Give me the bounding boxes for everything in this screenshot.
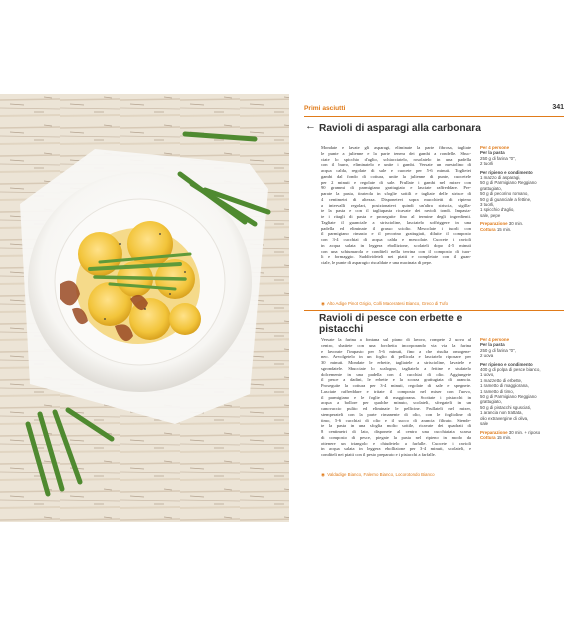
text-line: ottenere un triangolo e chiudetelo a farfalle. Cuocete i ravioli [321,440,471,446]
text-line: Versate la farina a fontana sul piano di lavoro, rompete 2 uova al [321,337,471,342]
text-line: acqua a bollore per qualche minuto, scolateli, sfregateli in un [321,400,471,406]
page-number: 341 [552,104,564,111]
wine-text: Alto Adige Pinot Grigio, Colli Maceratesi Bianco, Greco di Tufo [327,301,449,306]
text-line: padella ed eliminate il grasso sciolto. Mescolate i tuorli con [321,225,471,231]
text-line: il pesce a dadini, le erbette e la scorza grattugiata di arancia. [321,377,471,383]
recipe-body [321,145,471,266]
text-line: parate la pasta, tirateola in sfoglie sottili e tagliate delle strisce di [321,191,471,196]
section-rule [304,310,564,311]
text-line: in acqua salata in leggera ebollizione, scolateli dopo 4-5 minuti [321,242,471,248]
time-value: 30 min. + riposo [508,429,541,435]
food-photo [0,94,289,522]
recipe-title: Ravioli di asparagi alla carbonara [319,123,481,134]
text-line: Mondate e lavate gli asparagi, eliminate la parte fibrosa, tagliate [321,145,471,150]
text-line: 30 minuti. Mondate le erbette, tagliatele a striscioline, lavatele e [321,360,471,365]
ingredient-group: Per ripieno e condimento [480,361,533,367]
ingredient: grattugiato, [480,399,502,405]
text-line: Proseguite la cottura per 3-4 minuti, regolate di sale e spegnete. [321,383,471,388]
text-line: per 2 minuti e regolate di sale. Frullate i gambi nel mixer con [321,179,471,185]
text-line: con 3-4 cucchiai di acqua calda e mescolate. Cuocete i ravioli [321,237,471,242]
ingredient: 1 uovo, [480,372,495,378]
ingredient: 1 mazzo di asparagi, [480,175,521,181]
ingredient: 50 g di pecorino romano, [480,191,529,197]
ingredient: 50 g di pistacchi sgusciati, [480,404,532,410]
ingredient: olio extravergine di oliva, [480,415,529,421]
arrow-left-icon: ← [305,120,316,132]
ingredient: 250 g di farina "0", [480,155,516,161]
time-value: 30 min. [508,221,524,227]
text-line: Tagliate il guanciale a striscioline, lasciatelo soffriggere in una [321,219,471,225]
ingredient: 50 g di Parmigiano Reggiano [480,180,537,186]
ingredient: 1 arancia non trattata, [480,410,523,416]
text-line: acqua calda, regolate di sale e cuocete per 5-6 minuti. Toglietei [321,168,471,173]
servings: Per 4 persone [480,337,510,342]
section-title: Primi asciutti [304,105,346,112]
ingredient: sale, pepe [480,212,501,218]
top-rule [304,116,564,117]
ingredients [480,337,570,440]
text-line: in acqua salata in leggera ebollizione per 3-4 minuti, scolateli, e [321,446,471,452]
text-line: neo. Avvolgetelo in un foglio di pellicola e lasciatelo riposare per [321,354,471,360]
time-label: Preparazione [480,429,509,435]
time-label: Preparazione [480,221,509,227]
servings: Per 4 persone [480,145,510,150]
time-value: 15 min. [496,226,512,232]
wine-text: Valdadige Bianco, Falerno Bianco, Locorotondo Bianco [327,472,435,477]
text-line: conditeli nei piatti con il pesto preparato e i pistacchi a farfalle. [321,452,436,457]
text-line: timo, 5-6 cucchiai di olio e il succo di arancia filtrato. Stende- [321,417,471,423]
time-info [480,435,570,440]
time-label: Cottura [480,226,497,232]
ingredient: sale [480,421,489,427]
ingredient: grattugiato, [480,185,502,191]
text-line: e lavorate l'impasto per 5-6 minuti, fino a che risulta omogene- [321,348,471,354]
text-line: te la pasta e con il tagliapasta ricavate dei ravioli tondi. Impasta- [321,208,471,214]
time-label: Cottura [480,434,497,440]
recipe-title: Ravioli di pesce con erbette e pistacchi [319,313,463,335]
text-line: le punte a julienne e la parte tenera dei gambi a rondelle. Sbuc- [321,150,471,156]
text-line: di composto di pesce, piegate la pasta nel ripieno in modo da [321,434,471,440]
time-value: 15 min. [496,434,512,440]
ingredient: 1 spicchio d'aglio, [480,207,515,213]
text-line: 8 centimetri di lato, disponete al centro una cucchiaiata scarsa [321,429,471,434]
ingredient: 1 mazzetto di erbette, [480,377,523,383]
ingredient: 50 g di Parmigiano Reggiano [480,394,537,400]
text-line: li e formaggio. Suddivideteli nei piatti e completate con il guan- [321,254,471,260]
text-line: 4 centimetri di altezza. Disponetevi sopra mucchietti di ripieno [321,196,471,202]
text-line: stemperateli con la parte rimanente di olio, con le foglioline di [321,411,471,417]
map-pin-icon: ◉ [321,472,326,477]
text-line: a intervalli regolari, posizionatevi quindi un'altra striscia, sigilla- [321,202,471,208]
ingredient: 2 tuorli [480,161,494,167]
text-line: il parmigiano rimasto e il pecorino grattugiati, diluite il composto [321,231,471,237]
text-line: te la pasta in una sfoglia molto sottile, ricavate dei quadrati di [321,423,471,429]
time-info [480,227,570,232]
ingredient: 2 uova [480,353,494,359]
text-line: con il burro, eliminatelo e unite i gambi. Versate un mestolino di [321,162,471,168]
ingredient-group: Per la pasta [480,150,505,156]
ingredient-group: Per ripieno e condimento [480,169,533,175]
text-line: il parmigiano e le foglie di maggiorana. Scottate i pistacchi in [321,394,471,400]
ingredient-group: Per la pasta [480,342,505,348]
text-line: ciale, le punte di asparagio riscaldate e una macinata di pepe. [321,260,433,265]
map-pin-icon: ◉ [321,301,326,306]
text-line: canovaccio pulito ed eliminate le pellicine. Frullateli nel mixer, [321,406,471,411]
text-line: dolcemente in una padella con 4 cucchiai di olio. Aggiungete [321,371,471,377]
ingredient: 50 g di guanciale a fettine, [480,196,532,202]
recipe-page [289,94,576,522]
recipe-body [321,337,471,458]
text-line: 90 grammi di parmigiano grattugiato e lasciate raffreddare. Pre- [321,185,471,191]
text-line: centro, sbattete con una forchetta incorporando via via la farina [321,342,471,348]
ingredient: 1 rametto di maggiorana, [480,383,529,389]
text-line: te i ritagli di pasta e proseguite fino al termine degli ingredienti. [321,214,471,219]
text-line: gambi dal fondo di cottura, unite la julienne di punte, cuocetele [321,173,471,179]
ingredient: 400 g di polpa di pesce bianco, [480,367,541,373]
text-line: Lasciate raffreddare e tritate il composto nel mixer con l'uovo, [321,388,471,394]
text-line: ciate lo spicchio d'aglio, schiacciatelo, rosolatelo in una padella [321,156,471,162]
ingredient: 1 rametto di timo, [480,388,514,394]
ingredient: 3 tuorli, [480,202,495,208]
wine-pairing [321,301,491,307]
wine-pairing [321,472,491,478]
text-line: sgrondatele. Sbucciate lo scalogno, tagliatelo a fettine e stufatelo [321,365,471,371]
ingredient: 250 g di farina "0", [480,347,516,353]
text-line: con una schiumarola e conditeli nella terrina con il composto di tuor- [321,248,471,254]
ingredients [480,145,570,232]
